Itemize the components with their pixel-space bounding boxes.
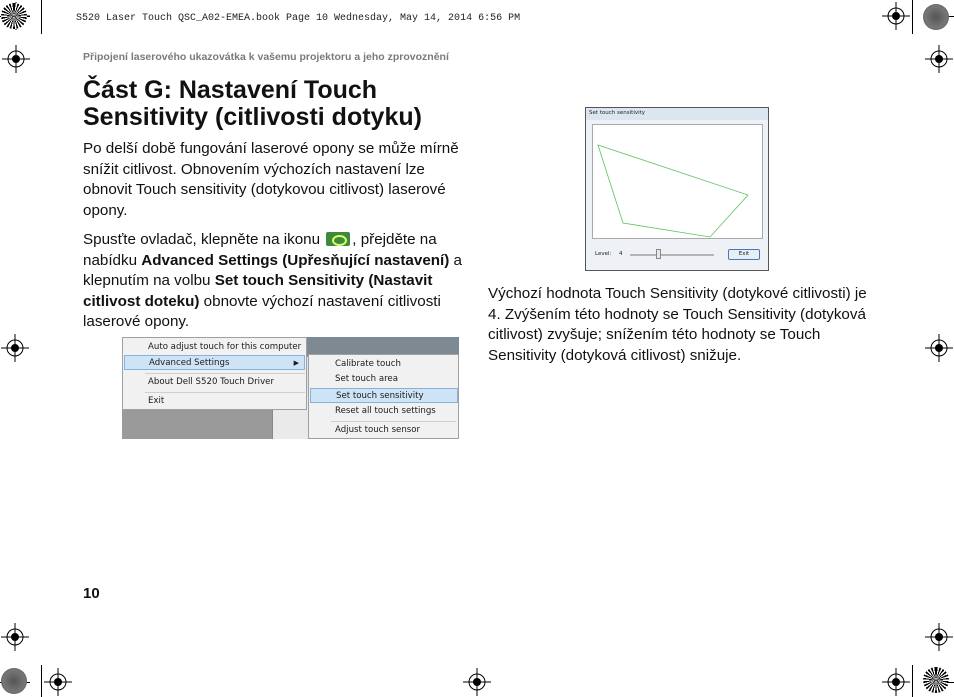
registration-mark-icon — [44, 668, 72, 696]
registration-mark-icon — [925, 334, 953, 362]
submenu-item-adjust-sensor[interactable]: Adjust touch sensor — [335, 425, 421, 435]
menu-item-auto-adjust[interactable]: Auto adjust touch for this computer — [148, 342, 302, 352]
chevron-right-icon: ▶ — [293, 359, 299, 367]
sensitivity-polygon — [593, 125, 762, 238]
crop-mark — [41, 665, 42, 697]
context-menu — [122, 337, 307, 410]
menu-separator — [145, 373, 305, 374]
registration-mark-icon — [882, 2, 910, 30]
text-run: obnovte výchozí nastavení citlivosti laserové opony. — [83, 292, 441, 331]
registration-mark-icon — [1, 623, 29, 651]
registration-mark-icon — [2, 45, 30, 73]
bold-set-touch-sensitivity: Set touch Sensitivity (Nastavit citlivost doteku) — [83, 272, 433, 310]
paragraph-intro: Po delší době fungování laserové opony se může mírně snížit citlivost. Obnovením výchozích nastavení lze obnovit Touch sensitivity (dotykovou citlivost) laserové opony. — [83, 140, 459, 219]
touch-driver-icon — [326, 232, 350, 246]
level-slider-thumb[interactable] — [656, 249, 661, 259]
submenu-item-calibrate[interactable]: Calibrate touch — [335, 359, 401, 369]
registration-mark-icon — [925, 623, 953, 651]
starburst-target-icon — [923, 4, 949, 30]
registration-mark-icon — [463, 668, 491, 696]
menu-item-about[interactable]: About Dell S520 Touch Driver — [148, 377, 274, 387]
crop-mark — [912, 665, 913, 697]
starburst-target-icon — [1, 668, 27, 694]
dialog-title: Set touch sensitivity — [589, 110, 646, 116]
paragraph-default-value: Výchozí hodnota Touch Sensitivity (dotykové citlivosti) je 4. Zvýšením této hodnoty se Touch Sensitivity (dotyková citlivost) zvyšuje; snížením této hodnoty se Touch Sensitivity (dotyková citlivost) snižuje. — [488, 285, 867, 364]
bold-advanced-settings: Advanced Settings (Upřesňující nastavení) — [141, 251, 450, 269]
level-label: Level: — [595, 251, 612, 257]
menu-separator — [331, 421, 456, 422]
exit-button[interactable]: Exit — [728, 249, 760, 260]
menu-separator — [145, 392, 305, 393]
sensitivity-area — [598, 145, 748, 237]
registration-mark-icon — [925, 45, 953, 73]
starburst-target-icon — [1, 3, 27, 29]
starburst-target-icon — [923, 667, 949, 693]
sensitivity-canvas — [592, 124, 763, 239]
level-slider-track[interactable] — [630, 254, 714, 256]
submenu-item-touch-area[interactable]: Set touch area — [335, 374, 398, 384]
page-title: Část G: Nastavení Touch Sensitivity (citlivosti dotyku) — [83, 76, 422, 131]
context-menu-screenshot — [122, 337, 459, 439]
submenu-item-reset[interactable]: Reset all touch settings — [335, 406, 436, 416]
menu-item-advanced-settings[interactable] — [124, 355, 305, 370]
crop-mark — [41, 0, 42, 34]
slug-line: S520 Laser Touch QSC_A02-EMEA.book Page 10 Wednesday, May 14, 2014 6:56 PM — [76, 13, 521, 24]
registration-mark-icon — [1, 334, 29, 362]
running-head: Připojení laserového ukazovátka k vašemu projektoru a jeho zprovoznění — [83, 51, 449, 63]
submenu-item-touch-sensitivity[interactable]: Set touch sensitivity — [310, 388, 458, 403]
paragraph-instructions — [83, 230, 473, 333]
text-run: a klepnutím na volbu — [83, 251, 462, 290]
menu-item-exit[interactable]: Exit — [148, 396, 165, 406]
menu-item-label: Advanced Settings — [149, 358, 230, 368]
context-submenu — [308, 354, 459, 439]
text-run: , přejděte na nabídku — [83, 231, 437, 269]
registration-mark-icon — [882, 668, 910, 696]
page-number: 10 — [83, 585, 100, 602]
text-run: Spusťte ovladač, klepněte na ikonu — [83, 231, 325, 248]
level-value: 4 — [619, 251, 623, 257]
crop-mark — [912, 0, 913, 34]
sensitivity-dialog — [585, 107, 769, 271]
